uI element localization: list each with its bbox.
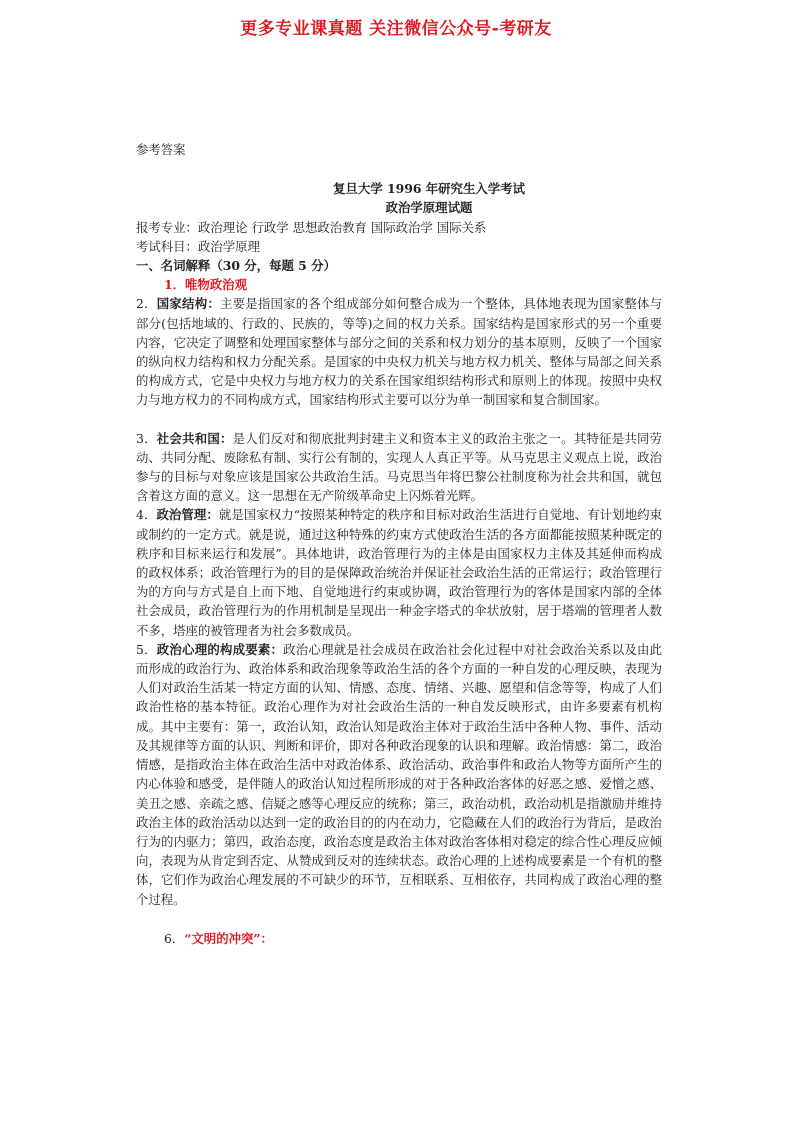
question-number: 1． (164, 277, 186, 293)
question-body: 政治心理就是社会成员在政治社会化过程中对社会政治关系以及由此而形成的政治行为、政治体系和政治现象等政治生活的各个方面的一种自发的心理反映，表现为人们对政治生活某一特定方面的认知、情感、态度、情绪、兴趣、愿望和信念等等，构成了人们政治性格的基本特征。政治心理作为对社会政治生活的一种自发反映形式，由许多要素有机构成。其中主要有：第一，政治认知，政治认知是政治主体对于政治生活中各种人物、事件、活动及其规律等方面的认识、判断和评价，即对各种政治现象的认识和理解。政治情感：第二，政治情感，是指政治主体在政治生活中对政治体系、政治活动、政治事件和政治人物等方面所产生的内心体验和感受，是伴随人的政治认知过程所形成的对于各种政治客体的好恶之感、爱憎之感、美丑之感、亲疏之感、信疑之感等心理反应的统称；第三，政治动机，政治动机是指激励并维持政治主体的政治活动以达到一定的政治目的的内在动力，它隐藏在人们的政治行为背后，是政治行为的内驱力；第四，政治态度，政治态度是政治主体对政治客体相对稳定的综合性心理反应倾向，表现为从肯定到否定、从赞成到反对的连续状态。政治心理的上述构成要素是一个有机的整体，它们作为政治心理发展的不可缺少的环节，互相联系、互相依存，共同构成了政治心理的整个过程。 (136, 641, 663, 907)
question-number: 5． (136, 641, 157, 657)
question-number: 2． (136, 296, 157, 312)
exam-title: 复旦大学 1996 年研究生入学考试 (333, 181, 525, 197)
question-term: 唯物政治观 (185, 277, 247, 293)
question-number: 4． (136, 507, 157, 523)
question-body: 是人们反对和彻底批判封建主义和资本主义的政治主张之一。其特征是共同劳动、共同分配、废除私有制、实行公有制的，实现人人真正平等。从马克思主义观点上说，政治参与的目标与对象应该是国家公共政治生活。马克思当年将巴黎公社制度称为社会共和国，就包含着这方面的意义。这一思想在无产阶级革命史上闪烁着光辉。 (136, 430, 663, 504)
majors-line: 报考专业：政治理论 行政学 思想政治教育 国际政治学 国际关系 (136, 219, 487, 235)
question-term: 政治管理： (156, 507, 219, 523)
question-term: 政治心理的构成要素： (156, 641, 284, 657)
question-number: 6． (164, 930, 185, 946)
question-1 (136, 275, 662, 294)
subject-line: 考试科目：政治学原理 (136, 238, 260, 254)
question-5 (136, 640, 662, 909)
question-4 (136, 505, 662, 639)
question-2 (136, 294, 662, 409)
section-heading: 一、名词解释（30 分，每题 5 分） (136, 258, 336, 274)
question-body: 主要是指国家的各个组成部分如何整合成为一个整体，具体地表现为国家整体与部分(包括地域的、行政的、民族的，等等)之间的权力关系。国家结构是国家形式的另一个重要内容，它决定了调整和处理国家整体与部分之间的关系和权力划分的基本原则，反映了一个国家的纵向权力结构和权力分配关系。是国家的中央权力机关与地方权力机关、整体与局部之间关系的构成方式，它是中央权力与地方权力的关系在国家组织结构形式和原则上的体现。按照中央权力与地方权力的不同构成方式，国家结构形式主要可以分为单一制国家和复合制国家。 (136, 296, 663, 408)
question-3 (136, 429, 662, 506)
question-number: 3． (136, 430, 157, 446)
question-term: “文明的冲突”： (184, 930, 273, 946)
question-6 (136, 929, 662, 948)
reference-answer-label: 参考答案 (136, 142, 186, 157)
document-page (136, 140, 662, 948)
question-term: 社会共和国： (156, 430, 233, 446)
promo-banner: 更多专业课真题 关注微信公众号-考研友 (240, 19, 552, 39)
exam-subtitle: 政治学原理试题 (385, 200, 473, 216)
question-term: 国家结构： (156, 296, 220, 312)
question-body: 就是国家权力“按照某种特定的秩序和目标对政治生活进行自觉地、有计划地约束或制约的一定方式。就是说，通过这种特殊的约束方式使政治生活的各方面都能按照某种既定的秩序和目标来运行和发展”。具体地讲，政治管理行为的主体是由国家权力主体及其延伸而构成的政权体系；政治管理行为的目的是保障政治统治并保证社会政治生活的正常运行；政治管理行为的方向与方式是自上而下地、自觉地进行约束或协调，政治管理行为的客体是国家内部的全体社会成员，政治管理行为的作用机制是呈现出一种金字塔式的伞状放射，居于塔端的管理者人数不多，塔座的被管理者为社会多数成员。 (136, 507, 662, 638)
